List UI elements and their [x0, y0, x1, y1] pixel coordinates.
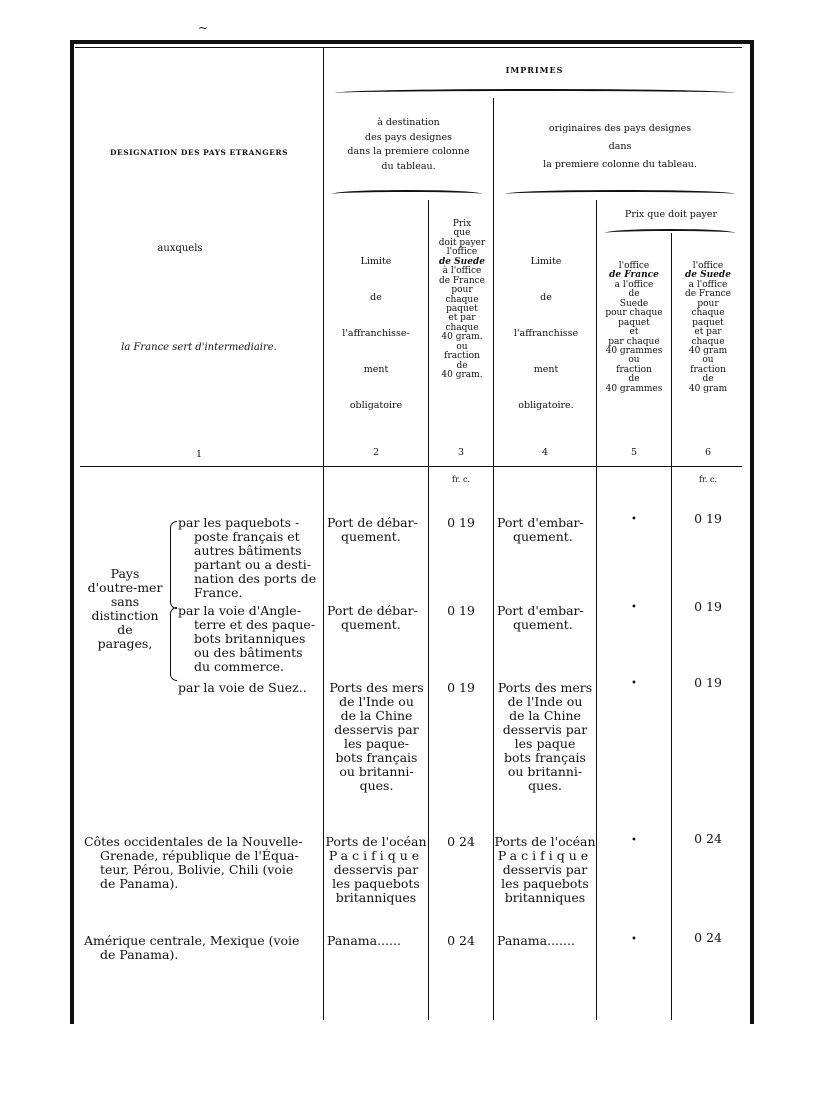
col-number-5: 5 [630, 447, 638, 458]
r5-limite-orig: Panama....... [497, 933, 575, 948]
r1-prix3: 0 19 [447, 515, 475, 530]
p3-15: fraction [444, 351, 480, 362]
grp-3: sans [110, 594, 140, 609]
r4-limite-dest [324, 835, 428, 905]
r1-lo-2: quement. [513, 529, 573, 544]
header-limite-col4 [496, 244, 596, 424]
header-prix-col3 [429, 220, 495, 380]
r3-lo-3: de la Chine [509, 708, 581, 723]
header-bottom-rule [80, 466, 742, 467]
dest-line-2: des pays designes [365, 131, 452, 143]
r4-prix6: 0 24 [694, 831, 722, 846]
o6-4: de France [684, 289, 732, 300]
r3-lo-1: Ports des mers [497, 680, 593, 695]
r4-lo-2: Pacifique [497, 848, 593, 863]
r1-prix6: 0 19 [694, 511, 722, 526]
r3-ld-7: ou britanni- [339, 764, 414, 779]
p3-13: 40 gram. [441, 332, 483, 343]
p3-3: doit payer [438, 237, 486, 248]
p3-11: et par [448, 313, 476, 324]
r4-col5: • [631, 835, 637, 846]
r5-pays-2: de Panama). [100, 947, 179, 962]
grp-5: de [117, 622, 133, 637]
o6-2: de Suede [685, 270, 731, 281]
o5-3: a l'office [614, 279, 654, 290]
o6-5: pour [697, 298, 719, 309]
r3-lo-2: de l'Inde ou [507, 694, 583, 709]
units-col3: fr. c. [451, 475, 470, 484]
o5-5: Suede [619, 298, 649, 309]
orig-line-2: dans [608, 141, 632, 153]
p3-7: de France [438, 275, 486, 286]
orig-line-1: originaires des pays designes [548, 123, 692, 134]
r1-lo-1: Port d'embar- [497, 515, 584, 530]
col-number-6: 6 [704, 447, 712, 458]
r1-route-3: autres bâtiments [194, 543, 302, 558]
r1-route-2: poste français et [194, 529, 300, 544]
o6-14: 40 gram [688, 383, 728, 394]
p3-2: que [453, 228, 471, 239]
group-brace-lower [170, 607, 177, 681]
r3-ld-5: les paque- [344, 736, 409, 751]
r4-pays-3: teur, Pérou, Bolivie, Chili (voie [100, 862, 294, 877]
r1-ld-1: Port de débar- [327, 515, 418, 530]
r1-ld-2: quement. [341, 529, 401, 544]
r3-ld-8: ques. [359, 778, 394, 793]
header-intermediaire: la France sert d'intermediaire. [121, 342, 277, 353]
o5-1: l'office [618, 261, 650, 271]
r4-lo-1: Ports de l'océan [494, 834, 596, 849]
r5-prix3: 0 24 [447, 933, 475, 948]
row5-pays [84, 934, 320, 962]
l2-4: ment [363, 364, 389, 376]
o5-10: 40 grammes [605, 345, 663, 356]
l2-2: de [370, 292, 382, 304]
col-number-3: 3 [457, 447, 465, 458]
o5-13: de [628, 374, 640, 385]
r1-route-1: par les paquebots - [178, 515, 300, 530]
o6-12: fraction [690, 364, 726, 375]
l4-4: ment [533, 364, 559, 376]
r4-lo-4: les paquebots [501, 876, 589, 891]
col-number-2: 2 [372, 447, 380, 458]
header-prix-que-doit-payer: Prix que doit payer [624, 209, 718, 220]
o5-14: 40 grammes [605, 383, 663, 394]
r3-ld-3: de la Chine [340, 708, 413, 723]
r5-limite-dest: Panama...... [327, 933, 401, 948]
p3-16: de [456, 360, 468, 371]
r2-route-3: bots britanniques [194, 631, 306, 646]
r3-lo-8: ques. [528, 778, 562, 793]
p3-12: chaque [445, 322, 479, 333]
r4-pays-4: de Panama). [100, 876, 179, 891]
dest-line-3: dans la premiere colonne [347, 146, 470, 158]
col-number-4: 4 [541, 447, 549, 458]
units-col6: fr. c. [698, 475, 717, 484]
r1-limite-orig [497, 516, 595, 544]
header-imprimes: IMPRIMES [505, 65, 564, 75]
r2-route-4: ou des bâtiments [194, 645, 303, 660]
col-number-1: 1 [195, 449, 203, 460]
table-inner-top-rule [75, 47, 742, 48]
o5-12: fraction [616, 364, 652, 375]
p3-14: ou [456, 341, 468, 352]
header-swash-imprimes [335, 89, 735, 97]
header-originaires [496, 120, 744, 174]
r3-route-1: par la voie de Suez.. [178, 680, 307, 695]
p3-8: pour [451, 285, 473, 296]
l2-1: Limite [360, 256, 392, 267]
r1-route-6: France. [194, 585, 243, 600]
o6-8: et par [694, 327, 722, 338]
route-1 [178, 516, 318, 600]
r1-route-4: partant ou a desti- [194, 557, 311, 572]
r3-prix6: 0 19 [694, 675, 722, 690]
r2-route-5: du commerce. [194, 659, 285, 674]
r3-ld-1: Ports des mers [329, 680, 424, 695]
r4-pays-1: Côtes occidentales de la Nouvelle- [84, 834, 303, 849]
dest-line-1: à destination [377, 117, 440, 128]
o5-6: pour chaque [605, 308, 663, 319]
o6-7: paquet [692, 317, 724, 328]
r2-lo-1: Port d'embar- [497, 603, 584, 618]
r3-lo-4: desservis par [502, 722, 588, 737]
r1-route-5: nation des ports de [194, 571, 317, 586]
r2-limite-orig [497, 604, 595, 632]
p3-17: 40 gram. [441, 370, 483, 380]
header-limite-col2 [326, 244, 426, 424]
o6-3: a l'office [688, 279, 728, 290]
o5-7: paquet [618, 317, 650, 328]
grp-2: d'outre-mer [87, 580, 163, 595]
grp-4: distinction [91, 608, 159, 623]
top-mark: ~ [198, 21, 209, 35]
p3-9: chaque [445, 294, 479, 305]
group-brace-upper [170, 521, 177, 609]
grp-1: Pays [110, 566, 140, 581]
r1-limite-dest [327, 516, 427, 544]
o6-10: 40 gram [688, 345, 728, 356]
r5-pays-1: Amérique centrale, Mexique (voie [84, 933, 300, 948]
o6-11: ou [702, 355, 714, 366]
r3-prix3: 0 19 [447, 680, 475, 695]
r2-ld-2: quement. [341, 617, 401, 632]
r2-prix6: 0 19 [694, 599, 722, 614]
o6-6: chaque [691, 308, 725, 319]
header-destination [326, 116, 491, 175]
p3-4: l'office [446, 247, 478, 258]
l4-3: l'affranchisse [513, 328, 579, 340]
o5-8: et [629, 327, 639, 338]
o5-2: de France [609, 270, 659, 281]
orig-line-3: la premiere colonne du tableau. [543, 159, 697, 171]
r2-lo-2: quement. [513, 617, 573, 632]
r5-prix6: 0 24 [694, 930, 722, 945]
r4-lo-5: britanniques [504, 890, 586, 905]
r4-pays-2: Grenade, république de l'Équa- [100, 848, 299, 863]
p3-10: paquet [446, 303, 478, 314]
l4-1: Limite [530, 256, 562, 267]
r4-ld-5: britanniques [335, 890, 417, 905]
header-swash-prix [605, 229, 735, 237]
r4-ld-1: Ports de l'océan [325, 834, 427, 849]
route-3 [178, 681, 323, 695]
r3-lo-7: ou britanni- [507, 764, 583, 779]
r3-ld-4: desservis par [334, 722, 419, 737]
r3-ld-6: bots français [335, 750, 418, 765]
r2-col5: • [631, 602, 637, 613]
r2-prix3: 0 19 [447, 603, 475, 618]
o5-11: ou [628, 355, 640, 366]
l4-5: obligatoire. [518, 400, 574, 412]
header-auxquels: auxquels [157, 243, 203, 254]
r2-route-2: terre et des paque- [194, 617, 316, 632]
header-swash-destination [332, 190, 482, 198]
o6-1: l'office [692, 261, 724, 271]
o5-9: par chaque [608, 336, 660, 347]
r1-col5: • [631, 514, 637, 525]
header-office-col6 [672, 262, 744, 394]
o6-13: de [702, 374, 714, 385]
dest-line-4: du tableau. [381, 161, 436, 173]
r4-ld-2: Pacifique [328, 848, 424, 863]
l2-3: l'affranchisse- [342, 328, 410, 340]
l4-2: de [540, 292, 552, 304]
r4-ld-4: les paquebots [332, 876, 420, 891]
p3-5: de Suede [439, 256, 485, 267]
r3-limite-dest [325, 681, 428, 793]
r2-route-1: par la voie d'Angle- [178, 603, 301, 618]
row4-pays [84, 835, 320, 891]
r3-lo-5: les paque [514, 736, 576, 751]
r2-ld-1: Port de débar- [327, 603, 418, 618]
o5-4: de [628, 289, 640, 300]
r4-limite-orig [494, 835, 596, 905]
route-2 [178, 604, 318, 674]
o6-9: chaque [691, 336, 725, 347]
r2-limite-dest [327, 604, 427, 632]
header-swash-originaires [505, 190, 735, 198]
r3-ld-2: de l'Inde ou [339, 694, 414, 709]
p3-6: à l'office [442, 266, 482, 277]
l2-5: obligatoire [349, 400, 403, 412]
r4-ld-3: desservis par [333, 862, 419, 877]
group-label [80, 567, 170, 651]
r3-col5: • [631, 678, 637, 689]
r3-limite-orig [494, 681, 596, 793]
header-designation: DESIGNATION DES PAYS ETRANGERS [109, 148, 289, 157]
p3-1: Prix [452, 219, 472, 229]
r4-prix3: 0 24 [447, 834, 475, 849]
r5-col5: • [631, 934, 637, 945]
grp-6: parages, [97, 636, 153, 651]
r4-lo-3: desservis par [502, 862, 588, 877]
header-office-col5 [597, 262, 671, 394]
r3-lo-6: bots français [504, 750, 586, 765]
